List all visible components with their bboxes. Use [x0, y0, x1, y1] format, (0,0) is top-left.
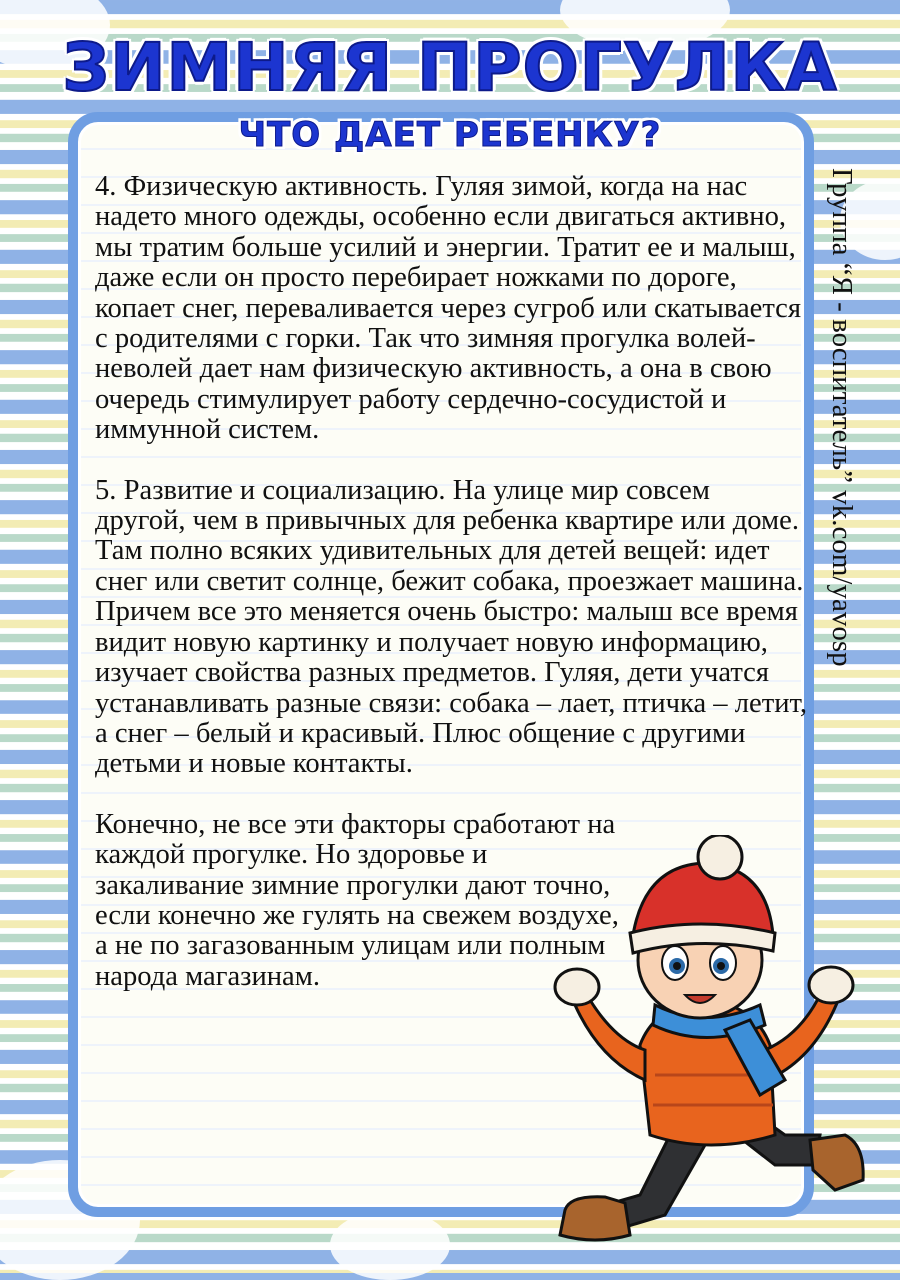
page-subtitle: ЧТО ДАЕТ РЕБЕНКУ?	[238, 115, 662, 155]
boy-illustration	[545, 835, 875, 1265]
paragraph-development: 5. Развитие и социализацию. На улице мир совсем другой, чем в привычных для ребенка квартире или доме. Там полно всяких удивительных для детей вещей: идет снег или светит солнце, бежит собака, проезжает машина. Причем все это меняется очень быстро: малыш все время видит новую картинку и получает новую информацию, изучает свойства разных предметов. Гуляя, дети учатся устанавливать разные связи: собака – лает, птичка – летит, а снег – белый и красивый. Плюс общение с другими детьми и новые контакты.	[95, 474, 808, 780]
page-title: ЗИМНЯЯ ПРОГУЛКА	[62, 29, 838, 106]
side-caption-container	[812, 168, 872, 748]
paragraph-physical-activity: 4. Физическую активность. Гуляя зимой, когда на нас надето много одежды, особенно если двигаться активно, мы тратим больше усилий и энергии. Тратит ее и малыш, даже если он просто перебирает ножками по дороге, копает снег, переваливается через сугроб или скатывается с родителями с горки. Так что зимняя прогулка волей-неволей дает нам физическую активность, а она в свою очередь стимулирует работу сердечно-сосудистой и иммунной систем.	[95, 171, 802, 446]
side-caption: Группа “Я - воспитатель” vk.com/yavosp	[826, 168, 858, 667]
snow-splash	[330, 1210, 450, 1280]
paragraph-conclusion: Конечно, не все эти факторы сработают на каждой прогулке. Но здоровье и закаливание зимние прогулки дают точно, если конечно же гулять на свежем воздухе, а не по загазованным улицам или полным народа магазинам.	[95, 808, 619, 992]
